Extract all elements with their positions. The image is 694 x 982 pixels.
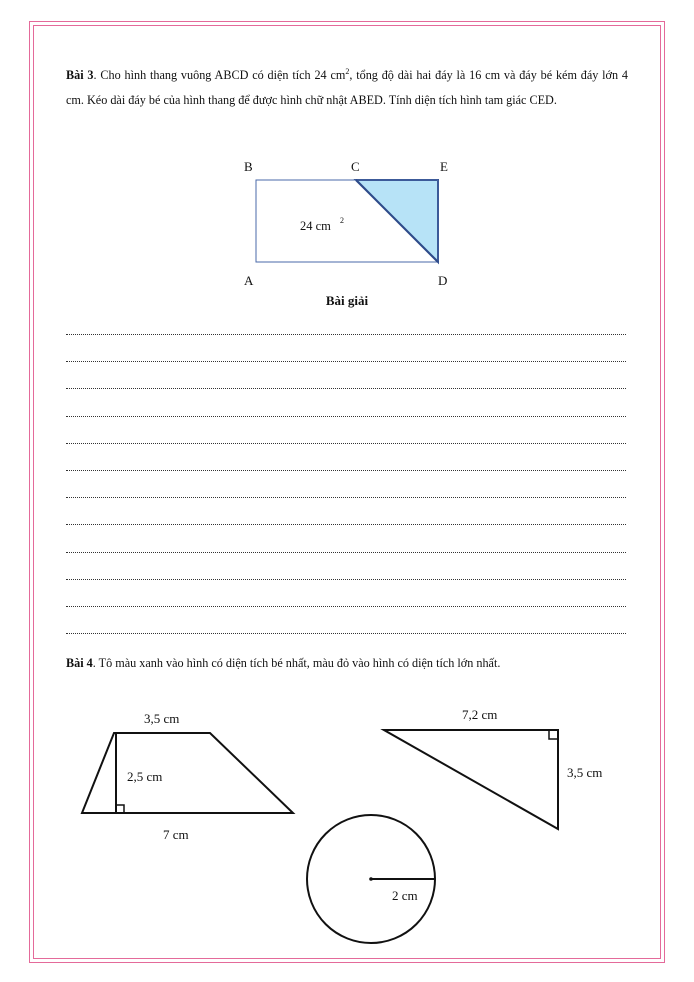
answer-line[interactable] bbox=[66, 606, 626, 607]
answer-line[interactable] bbox=[66, 497, 626, 498]
area-label-sup: 2 bbox=[340, 216, 344, 225]
label-c: C bbox=[351, 159, 360, 174]
right-angle-mark-triangle bbox=[549, 730, 558, 739]
triangle-figure bbox=[384, 707, 602, 829]
figure-3 bbox=[244, 159, 448, 288]
label-a: A bbox=[244, 273, 254, 288]
exercise-4-label: Bài 4 bbox=[66, 656, 93, 670]
answer-line[interactable] bbox=[66, 334, 626, 335]
right-triangle bbox=[384, 730, 558, 829]
exercise-3-part1: . Cho hình thang vuông ABCD có diện tích 24 cm bbox=[93, 68, 346, 82]
exercise-4-text bbox=[66, 651, 628, 676]
exercise-3-part2: , tổng độ dài hai đáy là 16 cm và đáy bé kém đáy lớn 4 cm. Kéo dài đáy bé của hình thang để được hình chữ nhật ABED. Tính diện tích hình tam giác CED. bbox=[66, 68, 628, 107]
area-label: 24 cm bbox=[300, 219, 331, 233]
answer-line[interactable] bbox=[66, 552, 626, 553]
answer-line[interactable] bbox=[66, 443, 626, 444]
label-e: E bbox=[440, 159, 448, 174]
trapezoid-figure bbox=[82, 711, 293, 842]
answer-line[interactable] bbox=[66, 470, 626, 471]
answer-line[interactable] bbox=[66, 416, 626, 417]
label-b: B bbox=[244, 159, 253, 174]
circle-center bbox=[369, 877, 373, 881]
trapezoid-top-label: 3,5 cm bbox=[144, 711, 180, 726]
exercise-3-sup: 2 bbox=[345, 66, 350, 76]
exercise-3-label: Bài 3 bbox=[66, 68, 94, 82]
label-d: D bbox=[438, 273, 448, 288]
trapezoid bbox=[82, 733, 293, 813]
answer-line[interactable] bbox=[66, 388, 626, 389]
exercise-4-body: . Tô màu xanh vào hình có diện tích bé nhất, màu đỏ vào hình có diện tích lớn nhất. bbox=[92, 656, 501, 670]
trapezoid-bottom-label: 7 cm bbox=[163, 827, 189, 842]
answer-line[interactable] bbox=[66, 524, 626, 525]
circle-figure bbox=[307, 815, 435, 943]
solution-heading: Bài giải bbox=[325, 293, 369, 308]
triangle-side-label: 3,5 cm bbox=[567, 765, 603, 780]
answer-line[interactable] bbox=[66, 579, 626, 580]
answer-line[interactable] bbox=[66, 361, 626, 362]
trapezoid-height-label: 2,5 cm bbox=[127, 769, 163, 784]
answer-line[interactable] bbox=[66, 633, 626, 634]
circle-radius-label: 2 cm bbox=[392, 888, 418, 903]
right-angle-mark bbox=[116, 805, 124, 813]
triangle-top-label: 7,2 cm bbox=[462, 707, 498, 722]
